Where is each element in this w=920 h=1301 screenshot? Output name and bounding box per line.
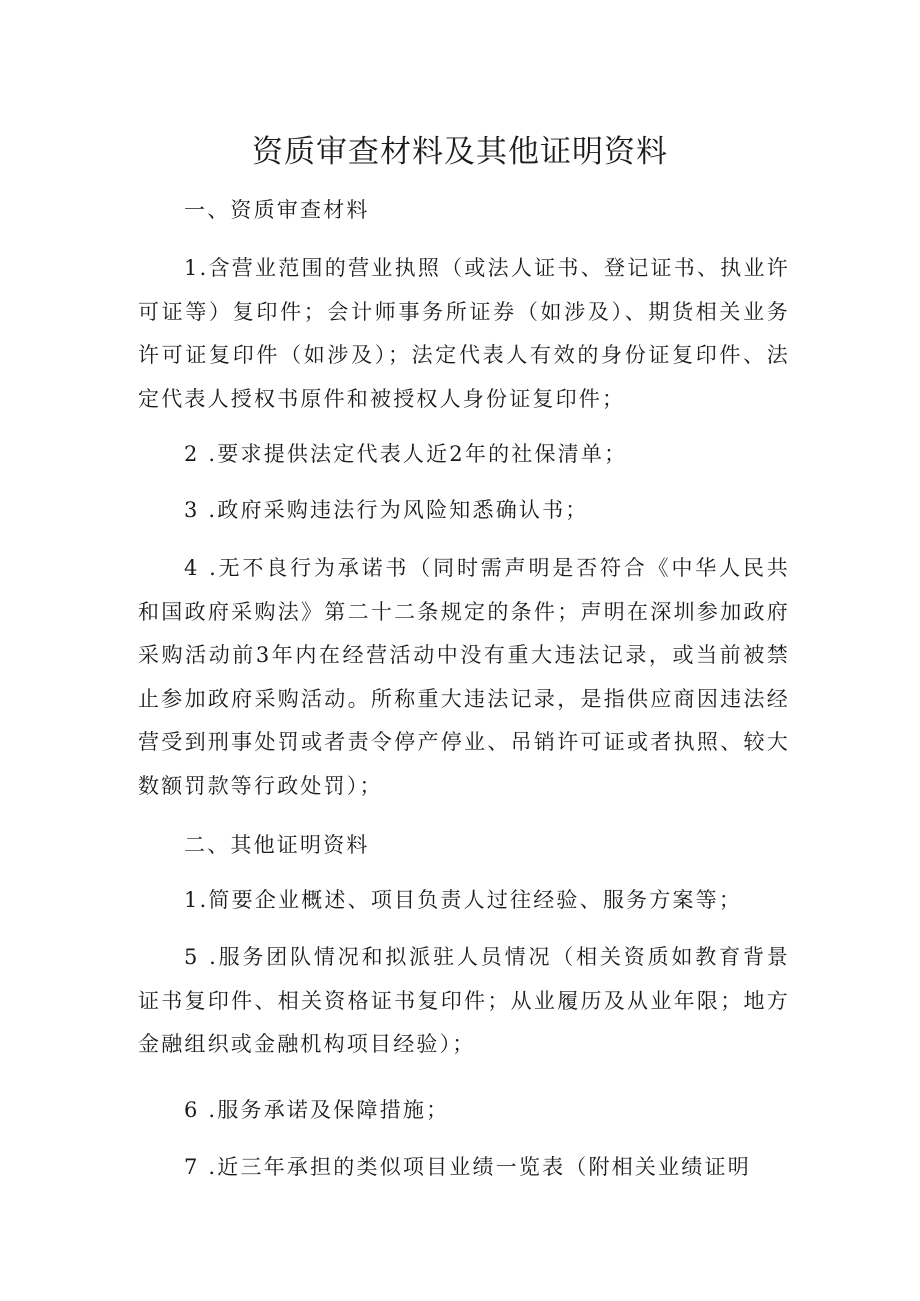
paragraph-service-commitment: 6 .服务承诺及保障措施；	[184, 1098, 450, 1122]
paragraph-service-team: 5 .服务团队情况和拟派驻人员情况（相关资质如教育背景证书复印件、相关资格证书复印件；从业履历及从业年限；地方金融组织或金融机构项目经验）；	[138, 945, 790, 1056]
paragraph-business-license: 1.含营业范围的营业执照（或法人证书、登记证书、执业许可证等）复印件；会计师事务所证券（如涉及）、期货相关业务许可证复印件（如涉及）；法定代表人有效的身份证复印件、法定代表人授权书原件和被授权人身份证复印件；	[138, 256, 790, 411]
section-heading-other-documents: 二、其他证明资料	[184, 833, 370, 857]
paragraph-no-misconduct-pledge: 4 .无不良行为承诺书（同时需声明是否符合《中华人民共和国政府采购法》第二十二条规定的条件；声明在深圳参加政府采购活动前3年内在经营活动中没有重大违法记录，或当前被禁止参加政府采购活动。所称重大违法记录，是指供应商因违法经营受到刑事处罚或者责令停产停业、吊销许可证或者执照、较大数额罚款等行政处罚）；	[138, 556, 790, 798]
section-heading-qualification: 一、资质审查材料	[184, 198, 370, 222]
paragraph-company-overview: 1.简要企业概述、项目负责人过往经验、服务方案等；	[184, 888, 743, 912]
paragraph-risk-acknowledgement: 3 .政府采购违法行为风险知悉确认书；	[184, 498, 589, 522]
document-title: 资质审查材料及其他证明资料	[252, 134, 668, 170]
paragraph-project-performance: 7 .近三年承担的类似项目业绩一览表（附相关业绩证明	[184, 1155, 751, 1179]
paragraph-social-security: 2 .要求提供法定代表人近2年的社保清单；	[184, 442, 628, 466]
